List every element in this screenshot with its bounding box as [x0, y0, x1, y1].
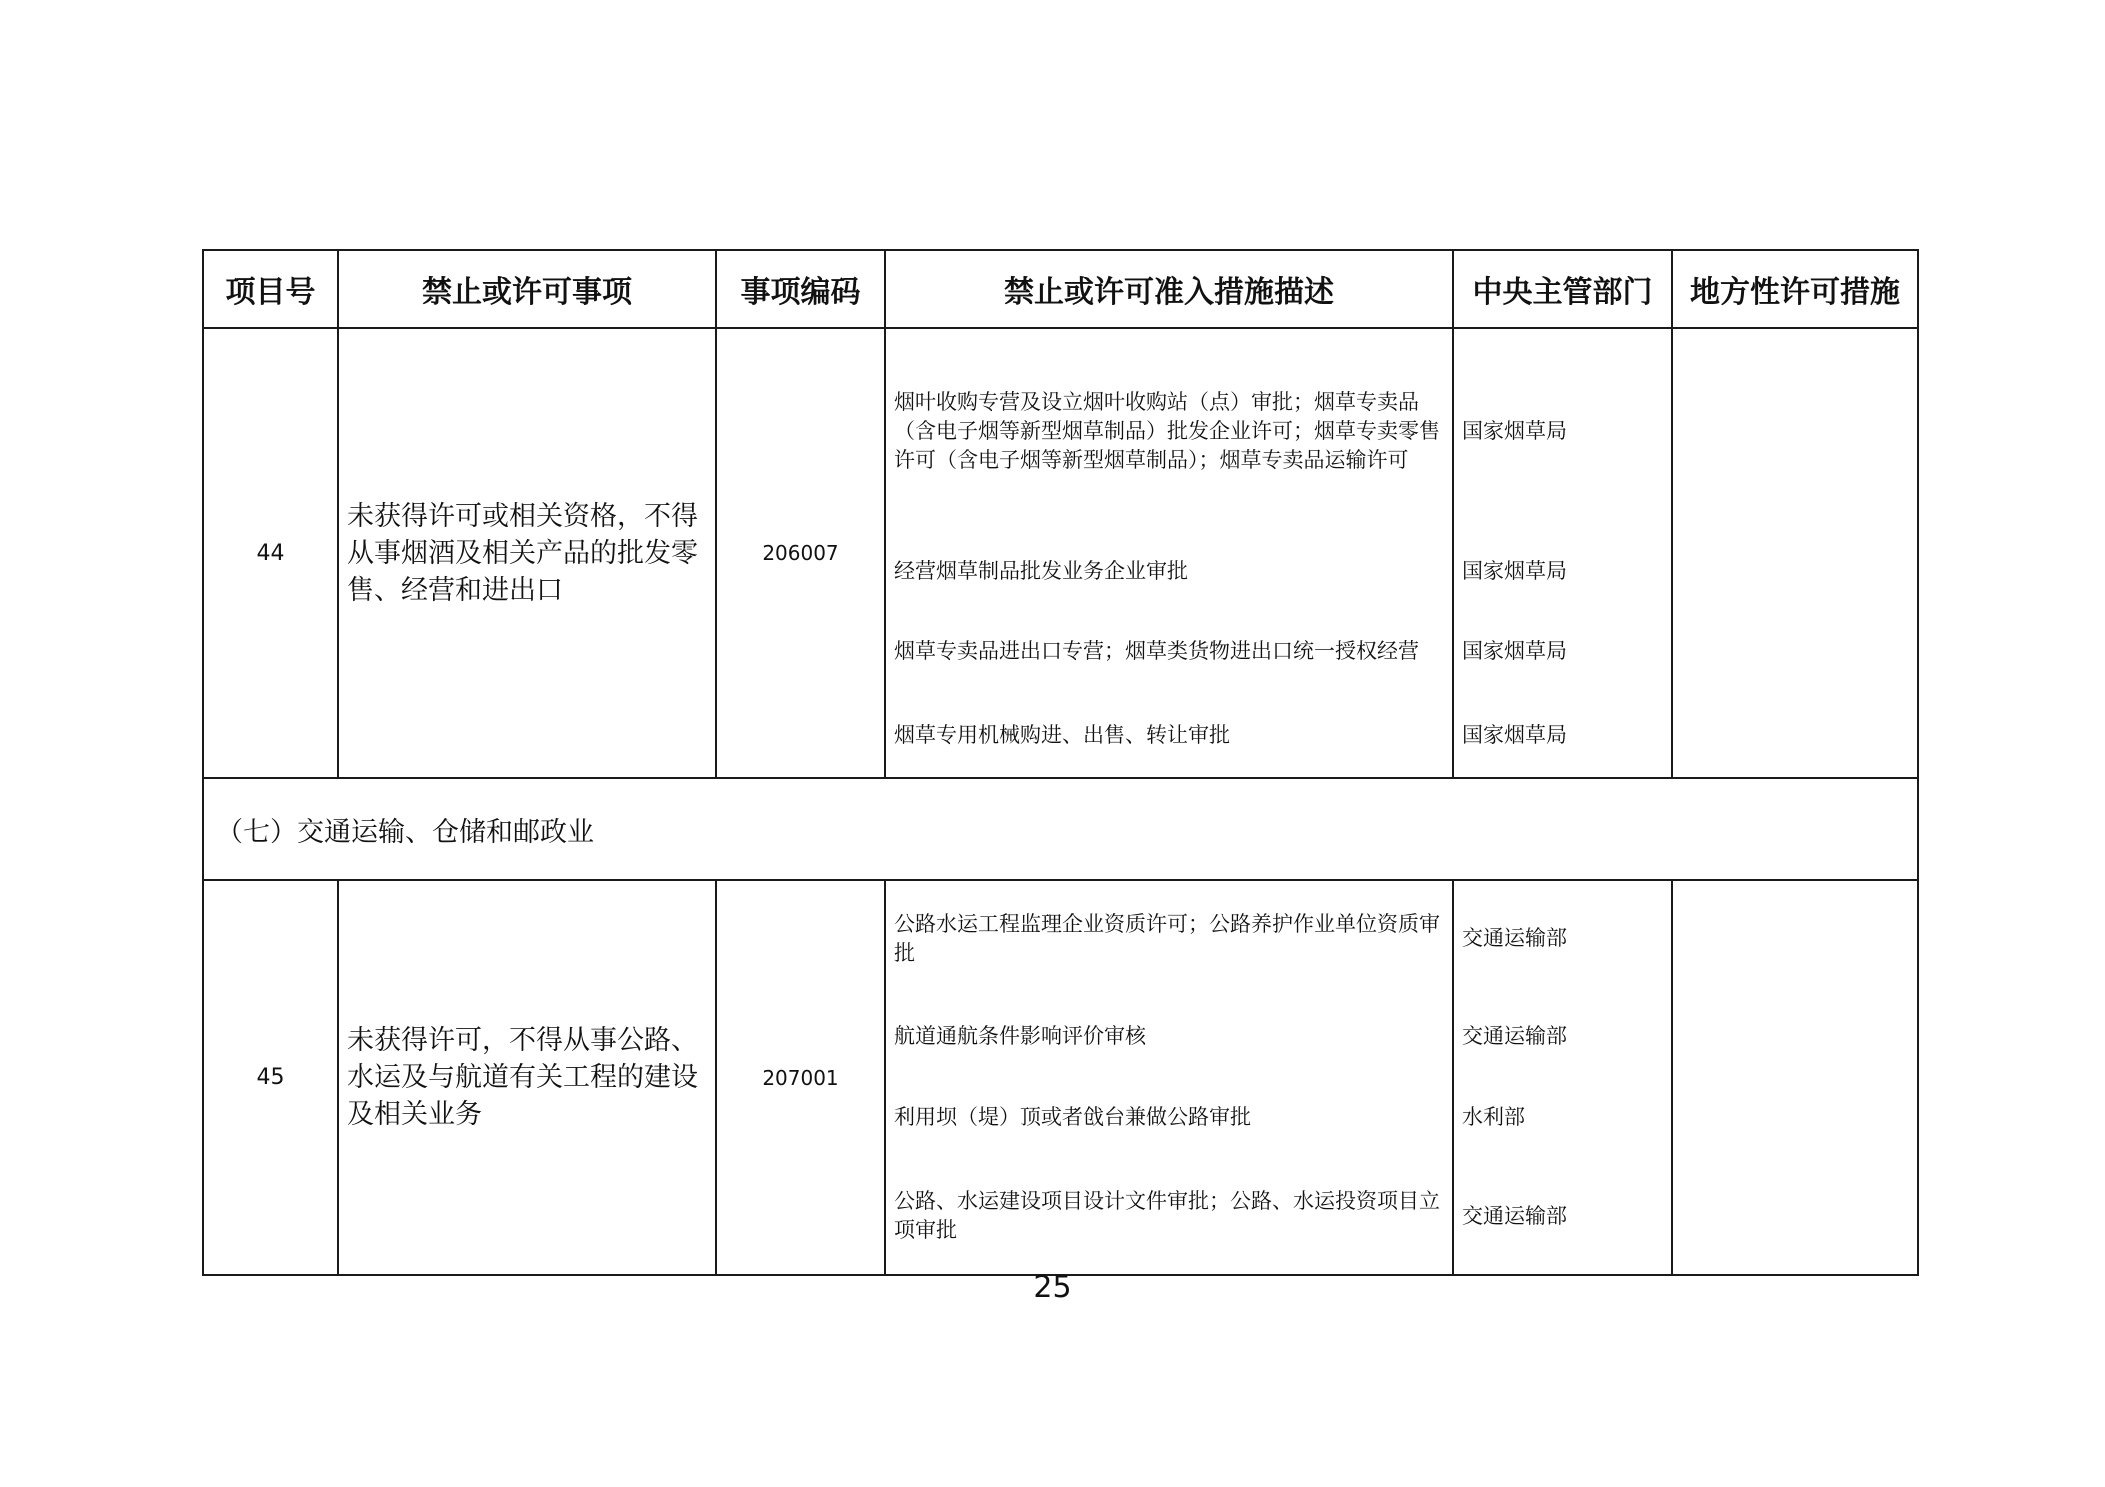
departments-cell: [1453, 328, 1672, 778]
measure-description: 航道通航条件影响评价审核: [894, 1023, 1146, 1048]
measure-department: 交通运输部: [1462, 1203, 1567, 1228]
item-code: 207001: [716, 880, 885, 1275]
table-row: [203, 328, 1918, 778]
measure-description: 公路水运工程监理企业资质许可；公路养护作业单位资质审批: [894, 911, 1440, 965]
measure-department: 国家烟草局: [1462, 559, 1567, 583]
header-local-measures: 地方性许可措施: [1672, 250, 1918, 328]
measure-description: 公路、水运建设项目设计文件审批；公路、水运投资项目立项审批: [894, 1189, 1440, 1242]
table-header-row: [203, 250, 1918, 328]
measure-department: 水利部: [1462, 1104, 1525, 1129]
measure-department: 国家烟草局: [1462, 638, 1567, 663]
permit-table: [202, 249, 1919, 1276]
measure-department: 交通运输部: [1462, 1023, 1567, 1048]
header-measure-description: 禁止或许可准入措施描述: [885, 250, 1453, 328]
item-number: 44: [203, 328, 338, 778]
measure-department: 国家烟草局: [1462, 722, 1567, 747]
measure-description: 烟叶收购专营及设立烟叶收购站（点）审批；烟草专卖品（含电子烟等新型烟草制品）批发企业许可；烟草专卖零售许可（含电子烟等新型烟草制品）；烟草专卖品运输许可: [894, 390, 1440, 472]
header-item: 禁止或许可事项: [338, 250, 716, 328]
section-title: （七）交通运输、仓储和邮政业: [203, 778, 1918, 880]
table-row: [203, 880, 1918, 1275]
measure-description: 烟草专卖品进出口专营；烟草类货物进出口统一授权经营: [894, 638, 1419, 663]
departments-cell: [1453, 880, 1672, 1275]
measure-department: 交通运输部: [1462, 926, 1567, 950]
local-measures-cell: [1672, 880, 1918, 1275]
measure-department: 国家烟草局: [1462, 419, 1567, 443]
header-department: 中央主管部门: [1453, 250, 1672, 328]
page-number: 25: [1033, 1270, 1072, 1305]
measures-cell: [885, 880, 1453, 1275]
measure-description: 烟草专用机械购进、出售、转让审批: [894, 722, 1230, 747]
item-number: 45: [203, 880, 338, 1275]
header-code: 事项编码: [716, 250, 885, 328]
measures-cell: [885, 328, 1453, 778]
item-text: 未获得许可，不得从事公路、水运及与航道有关工程的建设及相关业务: [338, 880, 716, 1275]
local-measures-cell: [1672, 328, 1918, 778]
measure-description: 利用坝（堤）顶或者戗台兼做公路审批: [894, 1104, 1251, 1129]
measure-description: 经营烟草制品批发业务企业审批: [894, 559, 1188, 583]
header-item-number: 项目号: [203, 250, 338, 328]
item-text: 未获得许可或相关资格，不得从事烟酒及相关产品的批发零售、经营和进出口: [338, 328, 716, 778]
section-row: [203, 778, 1918, 880]
item-code: 206007: [716, 328, 885, 778]
